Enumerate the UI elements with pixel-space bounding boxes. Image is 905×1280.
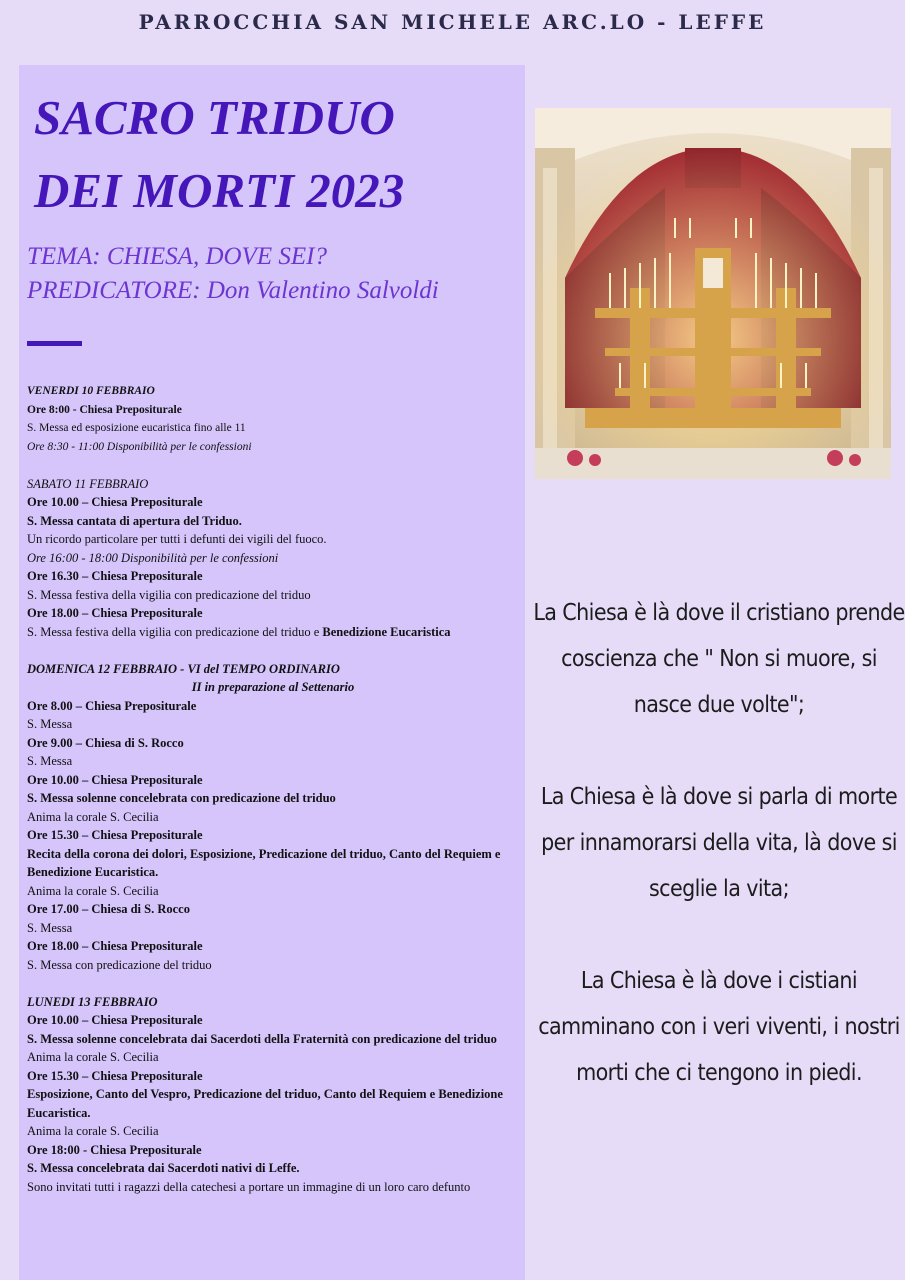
schedule-line-text: S. Messa concelebrata dai Sacerdoti nativi di Leffe. xyxy=(27,1161,300,1175)
schedule-line xyxy=(27,604,519,623)
altar-photo xyxy=(535,108,891,479)
schedule-line xyxy=(27,493,519,512)
schedule-line xyxy=(27,586,519,605)
schedule-line xyxy=(27,808,519,827)
schedule-line xyxy=(27,1067,519,1086)
schedule-line xyxy=(27,401,519,420)
schedule-line-text: Esposizione, Canto del Vespro, Predicazione del triduo, Canto del Requiem e Benedizione Eucaristica. xyxy=(27,1087,503,1120)
schedule-line xyxy=(27,512,519,531)
schedule-line xyxy=(27,438,519,457)
schedule-line xyxy=(27,789,519,808)
schedule-line xyxy=(27,419,519,438)
schedule-line-text: Ore 18.00 – Chiesa Prepositurale xyxy=(27,939,203,953)
schedule-line xyxy=(27,937,519,956)
day-heading xyxy=(27,993,519,1012)
schedule-line xyxy=(27,530,519,549)
schedule-line-text: VENERDI 10 FEBBRAIO xyxy=(27,385,155,397)
schedule-line-text: S. Messa xyxy=(27,717,73,731)
schedule-line-text: Ore 8:30 - 11:00 Disponibilità per le confessioni xyxy=(27,440,252,453)
section-gap xyxy=(27,641,519,660)
schedule-line xyxy=(27,678,519,697)
schedule-line-text: S. Messa cantata di apertura del Triduo. xyxy=(27,513,242,528)
schedule-line-text: Recita della corona dei dolori, Esposizione, Predicazione del triduo, Canto del Requiem e Benedizione Eucaristica. xyxy=(27,846,501,879)
schedule-line xyxy=(27,1159,519,1178)
schedule-line-text: S. Messa solenne concelebrata dai Sacerdoti della Fraternità con predicazione del triduo xyxy=(27,1031,497,1046)
schedule-line xyxy=(27,567,519,586)
schedule-line xyxy=(27,1122,519,1141)
schedule-line xyxy=(27,1178,519,1197)
schedule-line-text: Anima la corale S. Cecilia xyxy=(27,809,159,824)
schedule-line-text: S. Messa xyxy=(27,920,73,935)
schedule-line xyxy=(27,715,519,734)
schedule-line xyxy=(27,1141,519,1160)
schedule-line xyxy=(27,549,519,568)
theme-text: TEMA: CHIESA, DOVE SEI? xyxy=(27,243,327,270)
day-heading xyxy=(27,660,519,679)
schedule-line-text: SABATO 11 FEBBRAIO xyxy=(27,476,149,491)
schedule-line-text: II in preparazione al Settenario xyxy=(191,680,355,694)
schedule-line xyxy=(27,1011,519,1030)
schedule-line-text: Ore 15.30 – Chiesa Prepositurale xyxy=(27,1068,203,1083)
schedule-line-text: Un ricordo particolare per tutti i defunti dei vigili del fuoco. xyxy=(27,532,327,546)
schedule xyxy=(27,382,519,1196)
schedule-line xyxy=(27,956,519,975)
schedule-line-text: Ore 8.00 – Chiesa Prepositurale xyxy=(27,698,197,713)
schedule-line-text: Ore 16:00 - 18:00 Disponibilità per le confessioni xyxy=(27,550,279,565)
schedule-line-text: Ore 17.00 – Chiesa di S. Rocco xyxy=(27,902,190,916)
schedule-line xyxy=(27,752,519,771)
schedule-line-text: Sono invitati tutti i ragazzi della catechesi a portare un immagine di un loro caro defunto xyxy=(27,1179,471,1194)
schedule-line-bold-text: Benedizione Eucaristica xyxy=(322,624,451,639)
schedule-line xyxy=(27,826,519,845)
schedule-line xyxy=(27,1085,519,1122)
parish-header: PARROCCHIA SAN MICHELE ARC.LO - LEFFE xyxy=(138,10,767,34)
section-gap xyxy=(27,456,519,475)
schedule-line xyxy=(27,734,519,753)
schedule-line-text: Ore 9.00 – Chiesa di S. Rocco xyxy=(27,735,184,750)
section-gap xyxy=(27,974,519,993)
schedule-line xyxy=(27,845,519,882)
schedule-line-text: Ore 16.30 – Chiesa Prepositurale xyxy=(27,569,203,583)
schedule-line-text: S. Messa festiva della vigilia con predicazione del triduo xyxy=(27,587,311,602)
schedule-line-text: S. Messa con predicazione del triduo xyxy=(27,957,212,972)
schedule-line xyxy=(27,1048,519,1067)
day-heading xyxy=(27,475,519,494)
schedule-line-text: S. Messa festiva della vigilia con predicazione del triduo e xyxy=(27,624,323,639)
schedule-line-text: DOMENICA 12 FEBBRAIO - VI del TEMPO ORDINARIO xyxy=(27,661,340,676)
schedule-line-text: Anima la corale S. Cecilia xyxy=(27,883,159,898)
quote-paragraph-3: La Chiesa è là dove i cistiani camminano con i veri viventi, i nostri morti che ci tengono in piedi. xyxy=(538,968,900,1086)
title-line-1: SACRO TRIDUO xyxy=(34,90,395,145)
schedule-line xyxy=(27,900,519,919)
schedule-line-text: Ore 18.00 – Chiesa Prepositurale xyxy=(27,606,203,620)
quote-paragraph-2: La Chiesa è là dove si parla di morte per innamorarsi della vita, là dove si sceglie la vita; xyxy=(540,784,898,902)
schedule-line-text: Ore 10.00 – Chiesa Prepositurale xyxy=(27,1013,203,1027)
preacher-text: PREDICATORE: Don Valentino Salvoldi xyxy=(27,277,439,304)
schedule-line xyxy=(27,919,519,938)
schedule-line-text: Ore 10.00 – Chiesa Prepositurale xyxy=(27,772,203,787)
schedule-line-text: Ore 18:00 - Chiesa Prepositurale xyxy=(27,1142,202,1157)
schedule-line-text: Ore 15.30 – Chiesa Prepositurale xyxy=(27,828,203,842)
schedule-line xyxy=(27,882,519,901)
schedule-line-text: Ore 8:00 - Chiesa Prepositurale xyxy=(27,403,182,416)
schedule-line-text: LUNEDI 13 FEBBRAIO xyxy=(27,994,158,1009)
schedule-line xyxy=(27,771,519,790)
schedule-line-text: S. Messa xyxy=(27,754,73,768)
quote-paragraph-1: La Chiesa è là dove il cristiano prende coscienza che " Non si muore, si nasce due volte"; xyxy=(533,600,905,718)
schedule-line xyxy=(27,623,519,642)
schedule-line xyxy=(27,1030,519,1049)
schedule-line-text: S. Messa solenne concelebrata con predicazione del triduo xyxy=(27,791,336,805)
divider xyxy=(27,341,82,346)
schedule-line-text: Ore 10.00 – Chiesa Prepositurale xyxy=(27,495,203,509)
schedule-line-text: Anima la corale S. Cecilia xyxy=(27,1050,159,1064)
schedule-line xyxy=(27,697,519,716)
title-line-2: DEI MORTI 2023 xyxy=(34,163,405,218)
day-heading xyxy=(27,382,519,401)
schedule-line-text: S. Messa ed esposizione eucaristica fino alle 11 xyxy=(27,422,246,434)
schedule-line-text: Anima la corale S. Cecilia xyxy=(27,1124,159,1138)
quote xyxy=(533,590,905,1142)
